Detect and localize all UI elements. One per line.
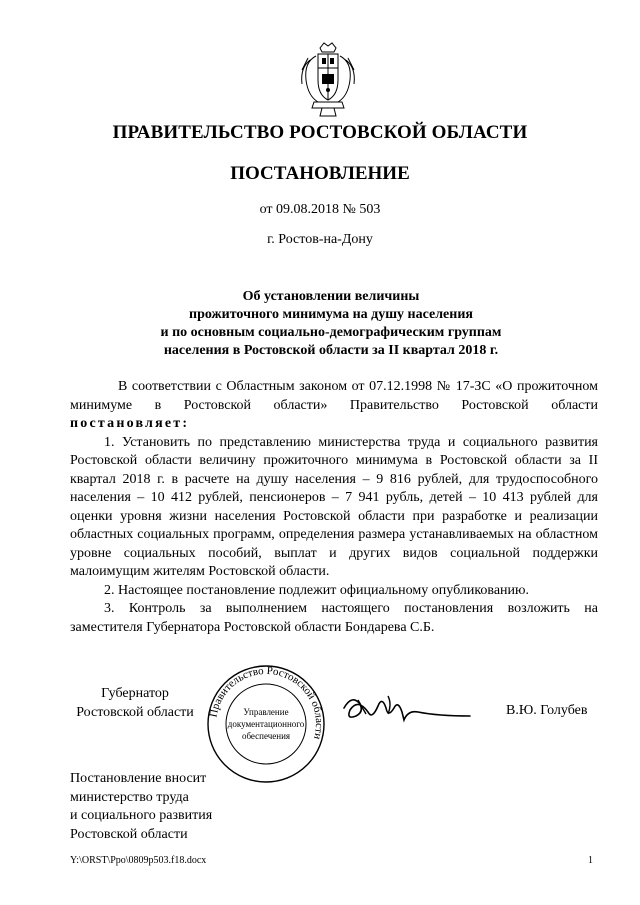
item-3-paragraph: 3. Контроль за выполнением настоящего постановления возложить на заместителя Губернатора Ростовской области Бондарева С.Б.: [70, 601, 598, 635]
item-1-paragraph: 1. Установить по представлению министерства труда и социального развития Ростовской области величину прожиточного минимума в Ростовской области за II квартал 2018 г. в расчете на душу населения – 9 816 рублей, для трудоспособного населения – 10 412 рублей, пенсионеров – 7 941 рубль, детей – 10 413 рублей для оценки уровня жизни населения Ростовской области при разработке и реализации областных социальных программ, определения размера устанавливаемых на областном уровне социальных пособий, выплат и других видов социальной поддержки малоимущим жителям Ростовской области.: [70, 434, 598, 579]
signatory-title-line: Губернатор: [101, 686, 169, 701]
signatory-name: В.Ю. Голубев: [506, 703, 588, 718]
svg-text:Правительство Ростовской облас: [207, 665, 325, 741]
organization-title: ПРАВИТЕЛЬСТВО РОСТОВСКОЙ ОБЛАСТИ: [112, 122, 528, 143]
signatory-title-line: Ростовской области: [76, 705, 194, 720]
submitted-by-line: и социального развития: [70, 808, 213, 823]
intro-text: В соответствии с Областным законом от 07.12.1998 № 17-ЗС «О прожиточном минимуме в Ростовской области» Правительство Ростовской области: [70, 379, 598, 413]
document-date-number: от 09.08.2018 № 503: [259, 202, 381, 217]
subject-line: и по основным социально-демографическим группам: [160, 325, 502, 340]
submitted-by-line: Ростовской области: [70, 826, 188, 842]
document-city: г. Ростов-на-Дону: [267, 232, 373, 247]
stamp-outer-text: Правительство Ростовской области: [207, 664, 326, 741]
document-subject: [60, 288, 602, 360]
subject-line: прожиточного минимума на душу населения: [189, 307, 473, 322]
stamp-inner-line: обеспечения: [241, 731, 291, 741]
stamp-inner-line: Управление: [243, 707, 289, 717]
submitted-by-line: министерство труда: [70, 789, 189, 805]
submitted-by-line: Постановление вносит: [70, 771, 207, 786]
rostov-region-coat-of-arms-icon: [296, 40, 360, 120]
stamp-inner-line: документационного: [227, 719, 305, 729]
signatory-title: [70, 684, 200, 722]
item-2-paragraph: 2. Настоящее постановление подлежит официальному опубликованию.: [104, 582, 529, 598]
official-stamp: [205, 663, 327, 785]
handwritten-signature: [338, 690, 478, 730]
page-number: 1: [588, 855, 593, 866]
document-type: ПОСТАНОВЛЕНИЕ: [230, 163, 410, 184]
subject-line: Об установлении величины: [242, 289, 420, 304]
file-path-footer: Y:\ORST\Ppo\0809p503.f18.docx: [70, 855, 207, 866]
resolution-word: постановляет:: [70, 416, 190, 431]
subject-line: населения в Ростовской области за II квартал 2018 г.: [163, 343, 499, 358]
submitted-by-block: [70, 770, 270, 844]
intro-paragraph: [70, 378, 598, 434]
document-body: [70, 378, 598, 637]
